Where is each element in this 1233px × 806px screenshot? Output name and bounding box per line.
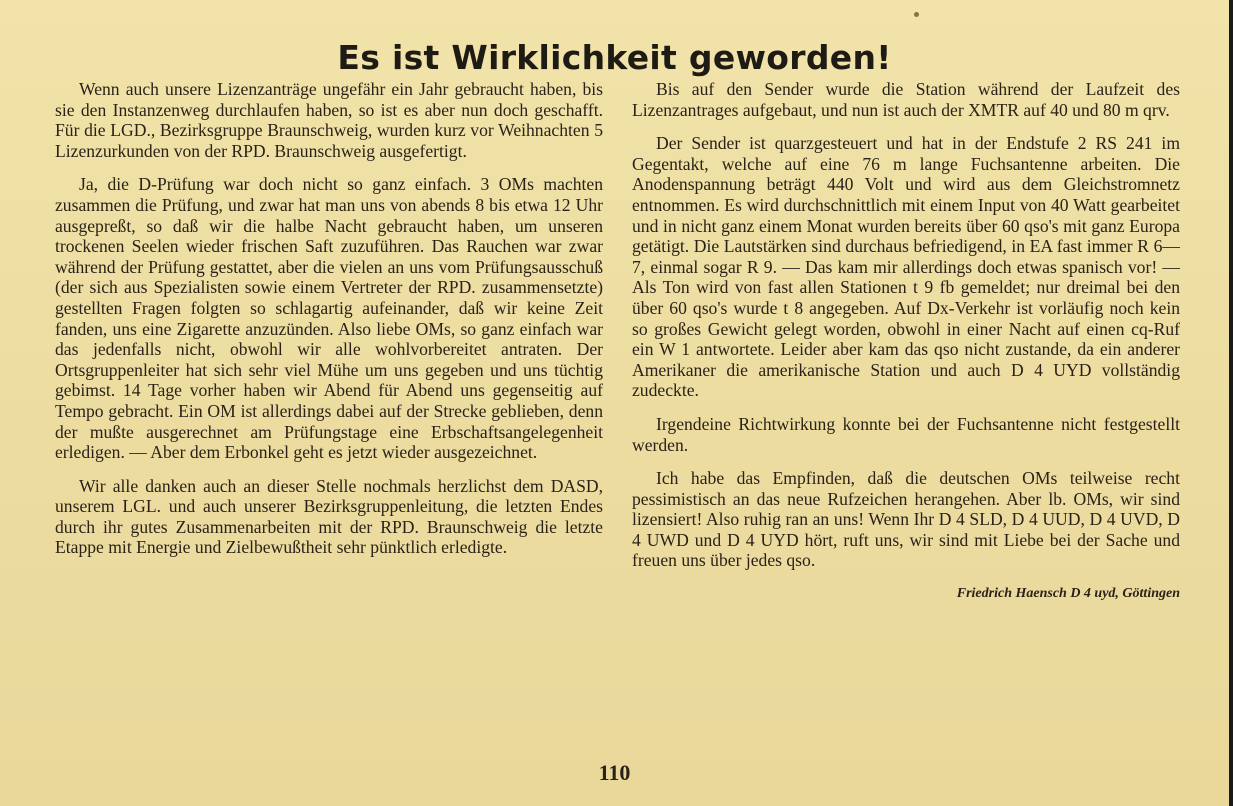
- paragraph: Wenn auch unsere Lizenzanträge ungefähr ein Jahr gebraucht haben, bis sie den Instanzenweg durchlaufen haben, so ist es aber nun doch geschafft. Für die LGD., Bezirksgruppe Braunschweig, wurden kurz vor Weihnachten 5 Lizenzurkunden von der RPD. Braunschweig ausgefertigt.: [55, 79, 603, 161]
- paragraph: Irgendeine Richtwirkung konnte bei der Fuchsantenne nicht festgestellt werden.: [632, 413, 1180, 455]
- article-title: Es ist Wirklichkeit geworden!: [337, 38, 892, 78]
- left-column: [55, 79, 603, 571]
- paragraph: Ja, die D-Prüfung war doch nicht so ganz einfach. 3 OMs machten zusammen die Prüfung, und zwar hat man uns von abends 8 bis etwa 12 Uhr ausgepreßt, so daß wir die halbe Nacht gebraucht haben, um unseren trockenen Seelen wieder frischen Saft zuzuführen. Das Rauchen war zwar während der Prüfung gestattet, aber die vielen an uns vom Prüfungsausschuß (der sich aus Spezialisten sowie einem Vertreter der RPD. zusammensetzte) gestellten Fragen folgten so schlagartig aufeinander, daß wir keine Zeit fanden, uns eine Zigarette anzuzünden. Also liebe OMs, so ganz einfach war das jedenfalls nicht, obwohl wir alle wohlvorbereitet antraten. Der Ortsgruppenleiter hat sich sehr viel Mühe um uns gegeben und uns tüchtig gebimst. 14 Tage vorher haben wir Abend für Abend uns gegenseitig auf Tempo gebracht. Ein OM ist allerdings dabei auf der Strecke geblieben, denn der mußte ausgerechnet am Prüfungstage eine Erbschaftsangelegenheit erledigen. — Aber dem Erbonkel geht es jetzt wieder ausgezeichnet.: [55, 174, 603, 463]
- paragraph: Ich habe das Empfinden, daß die deutschen OMs teilweise recht pessimistisch an das neue Rufzeichen herangehen. Aber lb. OMs, wir sind lizensiert! Also ruhig ran an uns! Wenn Ihr D 4 SLD, D 4 UUD, D 4 UVD, D 4 UWD und D 4 UYD hört, ruft uns, wir sind mit Liebe bei der Sache und freuen uns über jedes qso.: [632, 468, 1180, 571]
- paragraph: Wir alle danken auch an dieser Stelle nochmals herzlichst dem DASD, unserem LGL. und auch unserer Bezirksgruppenleitung, die letzten Endes durch ihr gutes Zusammenarbeiten mit der RPD. Braunschweig die letzte Etappe mit Energie und Zielbewußtheit sehr pünktlich erledigte.: [55, 475, 603, 558]
- right-column: [632, 79, 1180, 605]
- paragraph: Der Sender ist quarzgesteuert und hat in der Endstufe 2 RS 241 im Gegentakt, welche auf eine 76 m lange Fuchsantenne arbeiten. Die Anodenspannung beträgt 440 Volt und wird aus dem Gleichstromnetz entnommen. Es wird durchschnittlich mit einem Input von 40 Watt gearbeitet und in nicht ganz einem Monat wurden bereits über 60 qso's mit ganz Europa getätigt. Die Lautstärken sind durchaus befriedigend, in EA fast immer R 6—7, einmal sogar R 9. — Das kam mir allerdings doch etwas spanisch vor! — Als Ton wird von fast allen Stationen t 9 fb gemeldet; nur dreimal bei den über 60 qso's wurde t 8 angegeben. Auf Dx-Verkehr ist vorläufig noch kein so großes Gewicht gelegt worden, obwohl in einer Nacht auf einen cq-Ruf ein W 1 antwortete. Leider aber kam das qso nicht zustande, da ein anderer Amerikaner die amerikanische Station und auch D 4 UYD vollständig zudeckte.: [632, 133, 1180, 401]
- author-signature: Friedrich Haensch D 4 uyd, Göttingen: [956, 586, 1180, 602]
- paragraph: Bis auf den Sender wurde die Station während der Laufzeit des Lizenzantrages aufgebaut, und nun ist auch der XMTR auf 40 und 80 m qrv.: [632, 79, 1180, 120]
- ink-speck: [914, 12, 919, 17]
- page-number: 110: [598, 760, 631, 785]
